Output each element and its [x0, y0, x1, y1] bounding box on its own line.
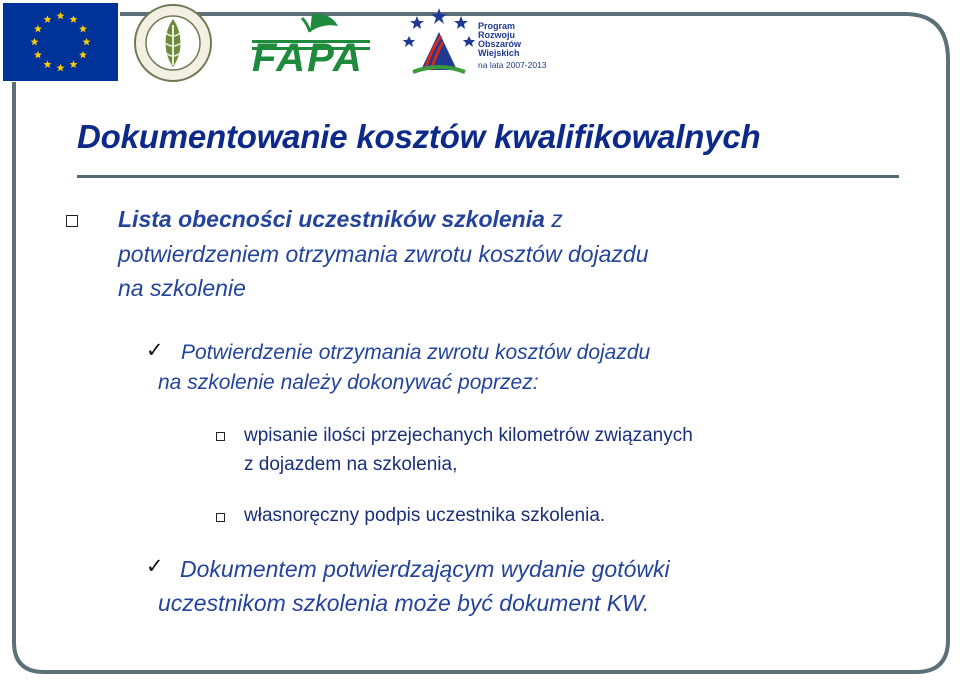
square-bullet-icon — [216, 513, 225, 522]
prow-emblem-icon — [403, 6, 475, 78]
ministry-seal-icon — [133, 3, 213, 83]
sub1-line-2: na szkolenie należy dokonywać poprzez: — [158, 371, 539, 394]
checkmark-icon: ✓ — [146, 554, 164, 578]
slide-title: Dokumentowanie kosztów kwalifikowalnych — [77, 118, 761, 155]
item1-paragraph — [118, 202, 878, 306]
sub1-item-1-line-2: z dojazdem na szkolenia, — [244, 454, 458, 476]
sub1-item-1-line-1: wpisanie ilości przejechanych kilometrów związanych — [244, 425, 693, 446]
checkmark-icon: ✓ — [146, 338, 164, 362]
title-underline — [77, 175, 899, 178]
eu-flag-icon — [3, 3, 118, 81]
item1-line-2: potwierdzeniem otrzymania zwrotu kosztów dojazdu — [118, 240, 649, 267]
prow-line-3: Obszarów — [478, 39, 522, 49]
fapa-logo — [252, 12, 370, 80]
prow-line-4: Wiejskich — [478, 48, 520, 58]
fapa-text: FAPA — [252, 36, 364, 80]
sub2-line-2: uczestnikom szkolenia może być dokument KW. — [158, 590, 650, 616]
sub2-line-1: Dokumentem potwierdzającym wydanie gotówki — [180, 556, 670, 582]
prow-line-1: Program — [478, 21, 516, 31]
sub1-item-2: własnoręczny podpis uczestnika szkolenia. — [244, 505, 606, 526]
sub1-item-1 — [244, 421, 904, 480]
square-bullet-icon — [216, 432, 225, 441]
item1-line-3: na szkolenie — [118, 275, 246, 301]
prow-text — [478, 22, 547, 70]
item1-inline-text: z — [544, 206, 563, 232]
prow-years: na lata 2007-2013 — [478, 60, 547, 70]
prow-line-2: Rozwoju — [478, 30, 515, 40]
sub1-line-1: Potwierdzenie otrzymania zwrotu kosztów dojazdu — [181, 341, 651, 364]
square-bullet-icon — [66, 215, 78, 227]
item1-bold-text: Lista obecności uczestników szkolenia — [118, 206, 545, 232]
logos-header — [0, 0, 960, 86]
